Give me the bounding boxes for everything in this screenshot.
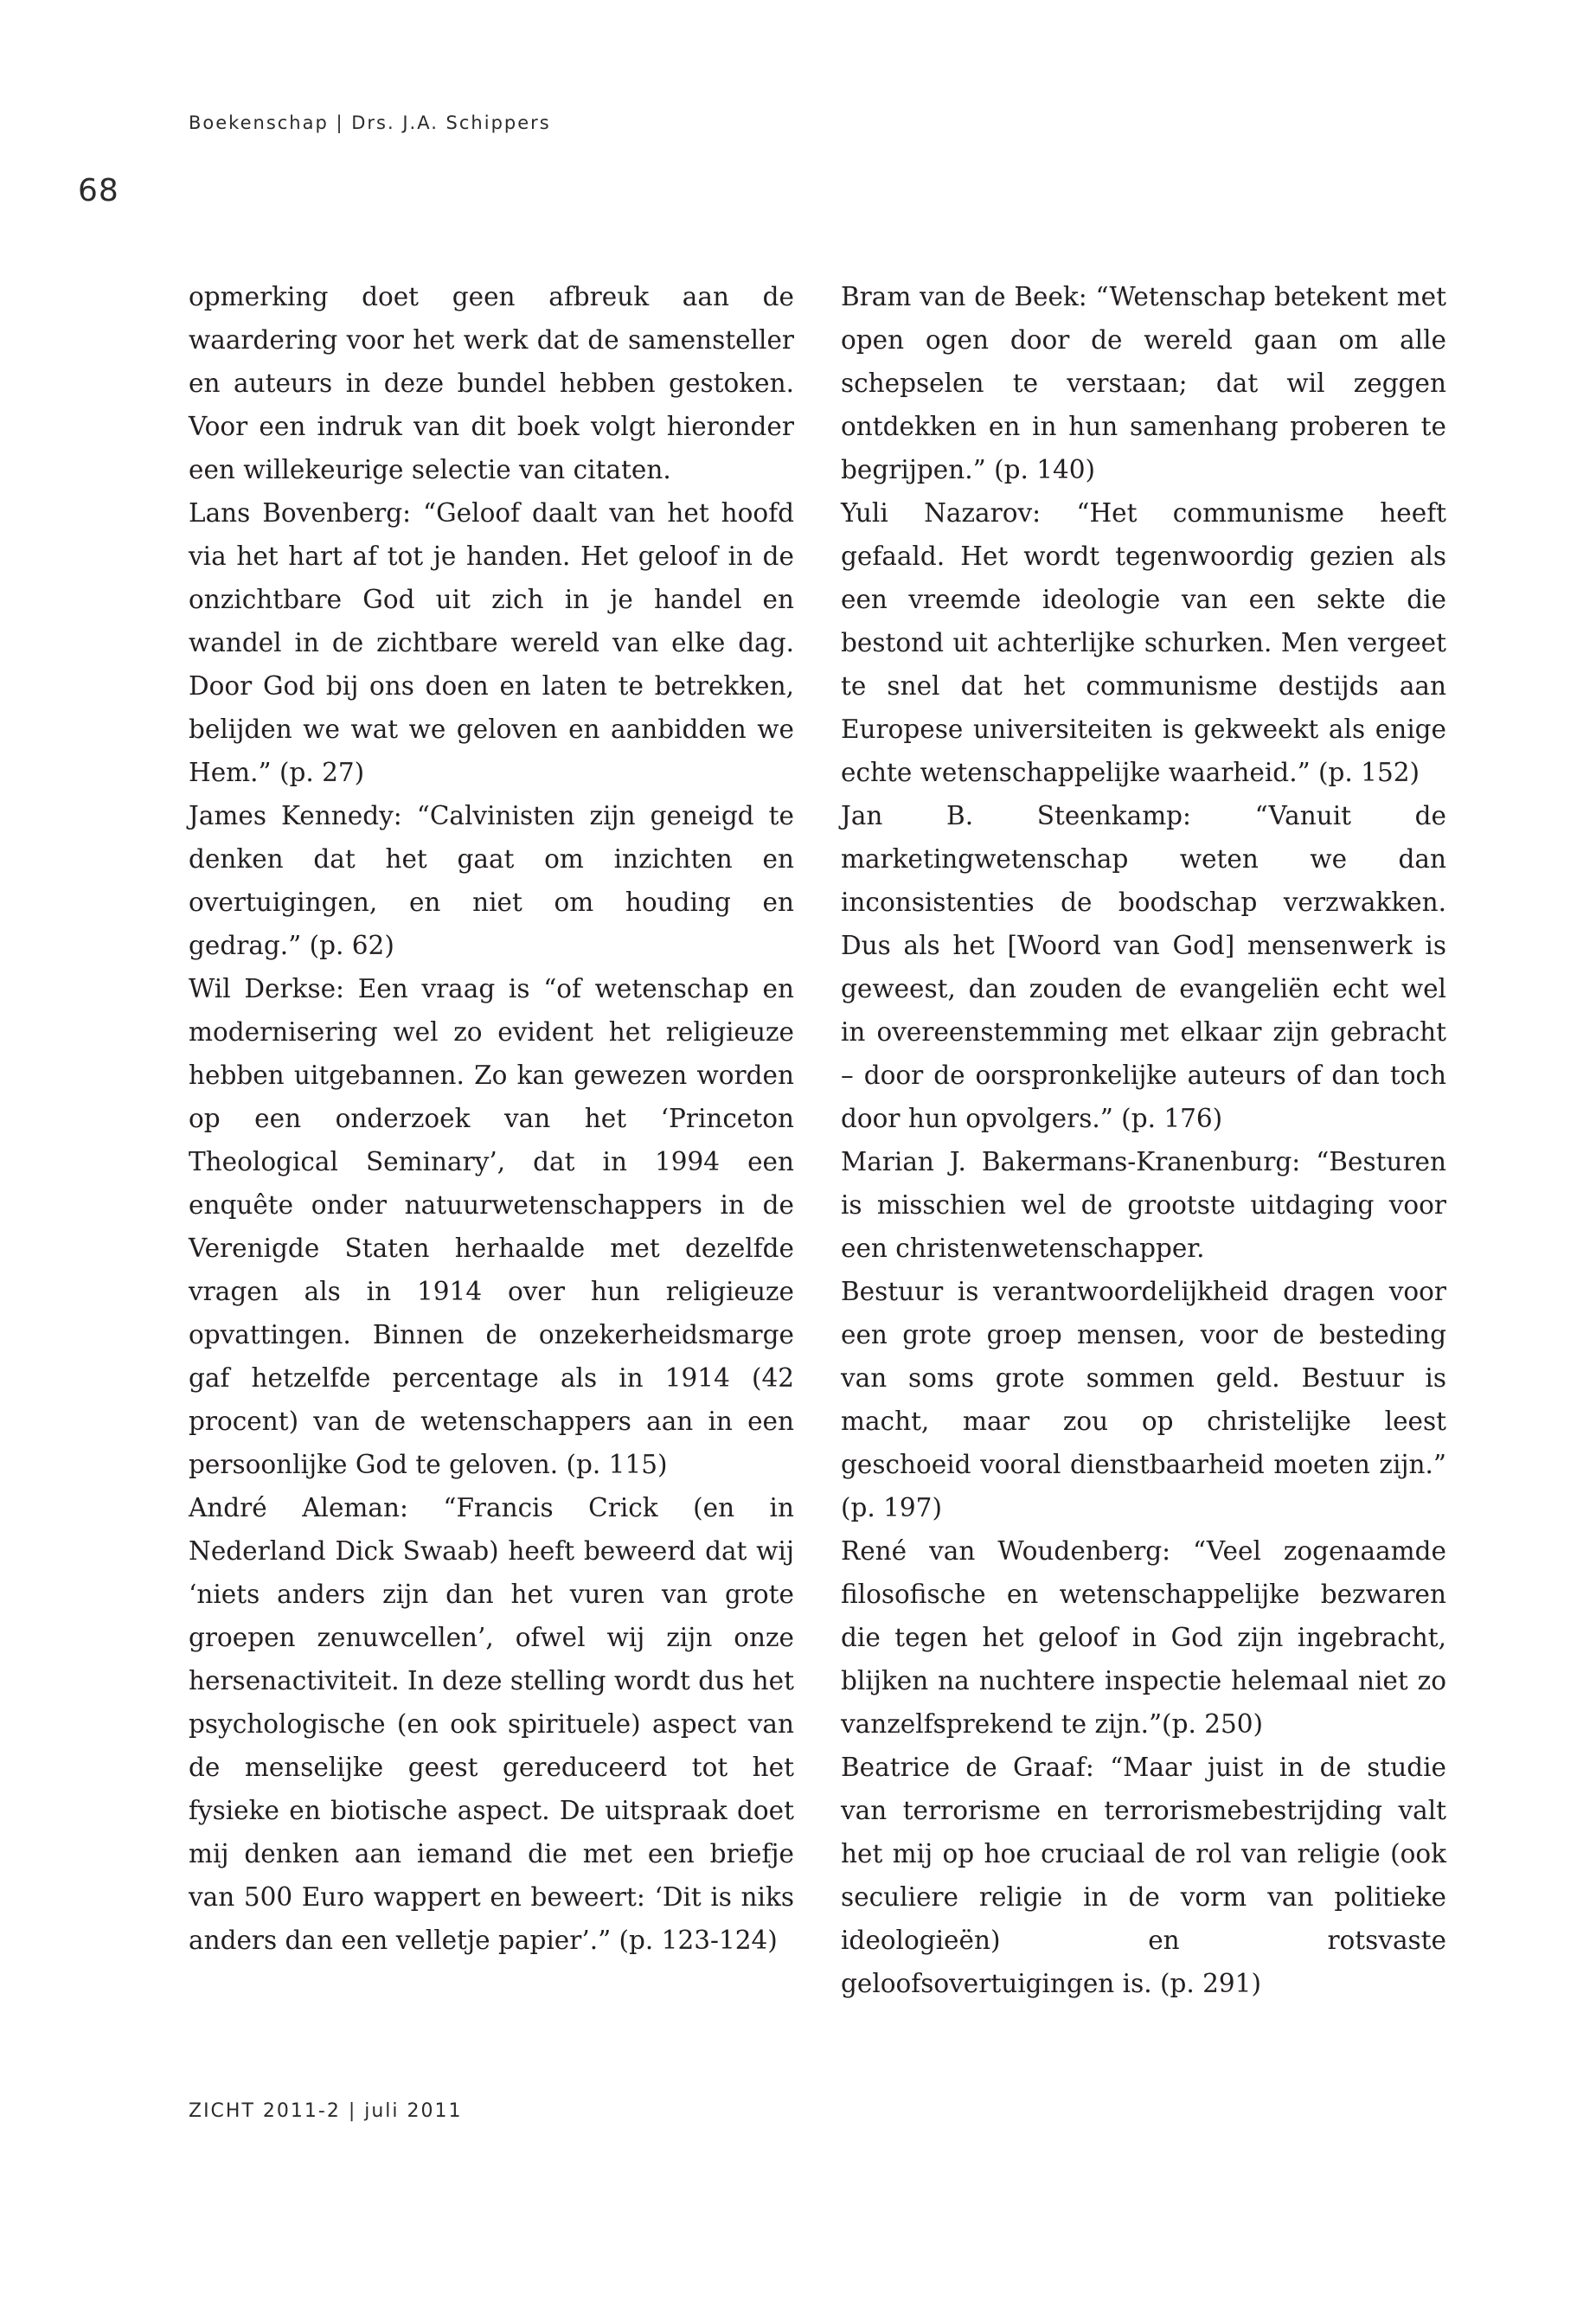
quote-nazarov: Yuli Nazarov: “Het communisme heeft gefaald. Het wordt tegenwoordig gezien als een vreemde ideologie van een sekte die bestond uit achterlijke schurken. Men vergeet te snel dat het communisme destijds aan Europese universiteiten is gekweekt als enige echte wetenschappelijke waarheid.” (p. 152) bbox=[841, 498, 1446, 787]
quote-bovenberg: Lans Bovenberg: “Geloof daalt van het hoofd via het hart af tot je handen. Het geloof in de onzichtbare God uit zich in je handel en wandel in de zichtbare wereld van elke dag. Door God bij ons doen en laten te betrekken, belijden we wat we geloven en aanbidden we Hem.” (p. 27) bbox=[189, 498, 794, 787]
quote-derkse: Wil Derkse: Een vraag is “of wetenschap en modernisering wel zo evident het religieuze hebben uitgebannen. Zo kan gewezen worden op een onderzoek van het ‘Princeton Theological Seminary’, dat in 1994 een enquête onder natuurwetenschappers in de Verenigde Staten herhaalde met dezelfde vragen als in 1914 over hun religieuze opvattingen. Binnen de onzekerheidsmarge gaf hetzelfde percentage als in 1914 (42 procent) van de wetenschappers aan in een persoonlijke God te geloven. (p. 115) bbox=[189, 974, 794, 1479]
paragraph-intro: opmerking doet geen afbreuk aan de waardering voor het werk dat de samensteller en auteurs in deze bundel hebben gestoken. Voor een indruk van dit boek volgt hieronder een willekeurige selectie van citaten. bbox=[189, 282, 794, 484]
quote-van-de-beek: Bram van de Beek: “Wetenschap betekent met open ogen door de wereld gaan om alle schepselen te verstaan; dat wil zeggen ontdekken en in hun samenhang proberen te begrijpen.” (p. 140) bbox=[841, 282, 1446, 484]
page-number: 68 bbox=[78, 173, 119, 208]
footer: ZICHT 2011-2 | juli 2011 bbox=[189, 2100, 463, 2122]
quote-van-woudenberg: René van Woudenberg: “Veel zogenaamde filosofische en wetenschappelijke bezwaren die tegen het geloof in God zijn ingebracht, blijken na nuchtere inspectie helemaal niet zo vanzelfsprekend te zijn.”(p. 250) bbox=[841, 1536, 1446, 1739]
quote-kennedy: James Kennedy: “Calvinisten zijn geneigd te denken dat het gaat om inzichten en overtuigingen, en niet om houding en gedrag.” (p. 62) bbox=[189, 801, 794, 960]
right-column bbox=[841, 275, 1446, 2005]
quote-aleman: André Aleman: “Francis Crick (en in Nederland Dick Swaab) heeft beweerd dat wij ‘niets anders zijn dan het vuren van grote groepen zenuwcellen’, ofwel wij zijn onze hersenactiviteit. In deze stelling wordt dus het psychologische (en ook spirituele) aspect van de menselijke geest gereduceerd tot het fysieke en biotische aspect. De uitspraak doet mij denken aan iemand die met een briefje van 500 Euro wappert en beweert: ‘Dit is niks anders dan een velletje papier’.” (p. 123-124) bbox=[189, 1493, 794, 1955]
quote-de-graaf: Beatrice de Graaf: “Maar juist in de studie van terrorisme en terrorismebestrijding valt het mij op hoe cruciaal de rol van religie (ook seculiere religie in de vorm van politieke ideologieën) en rotsvaste geloofsovertuigingen is. (p. 291) bbox=[841, 1753, 1446, 1998]
quote-bakermans-kranenburg-continued: Bestuur is verantwoordelijkheid dragen voor een grote groep mensen, voor de besteding van soms grote sommen geld. Bestuur is macht, maar zou op christelijke leest geschoeid vooral dienstbaarheid moeten zijn.” (p. 197) bbox=[841, 1277, 1446, 1522]
quote-steenkamp: Jan B. Steenkamp: “Vanuit de marketingwetenschap weten we dan inconsistenties de boodschap verzwakken. Dus als het [Woord van God] mensenwerk is geweest, dan zouden de evangeliën echt wel in overeenstemming met elkaar zijn gebracht – door de oorspronkelijke auteurs of dan toch door hun opvolgers.” (p. 176) bbox=[841, 801, 1446, 1133]
left-column bbox=[189, 275, 794, 1962]
running-header: Boekenschap | Drs. J.A. Schippers bbox=[189, 112, 551, 133]
quote-bakermans-kranenburg: Marian J. Bakermans-Kranenburg: “Besturen is misschien wel de grootste uitdaging voor een christenwetenschapper. bbox=[841, 1147, 1446, 1263]
